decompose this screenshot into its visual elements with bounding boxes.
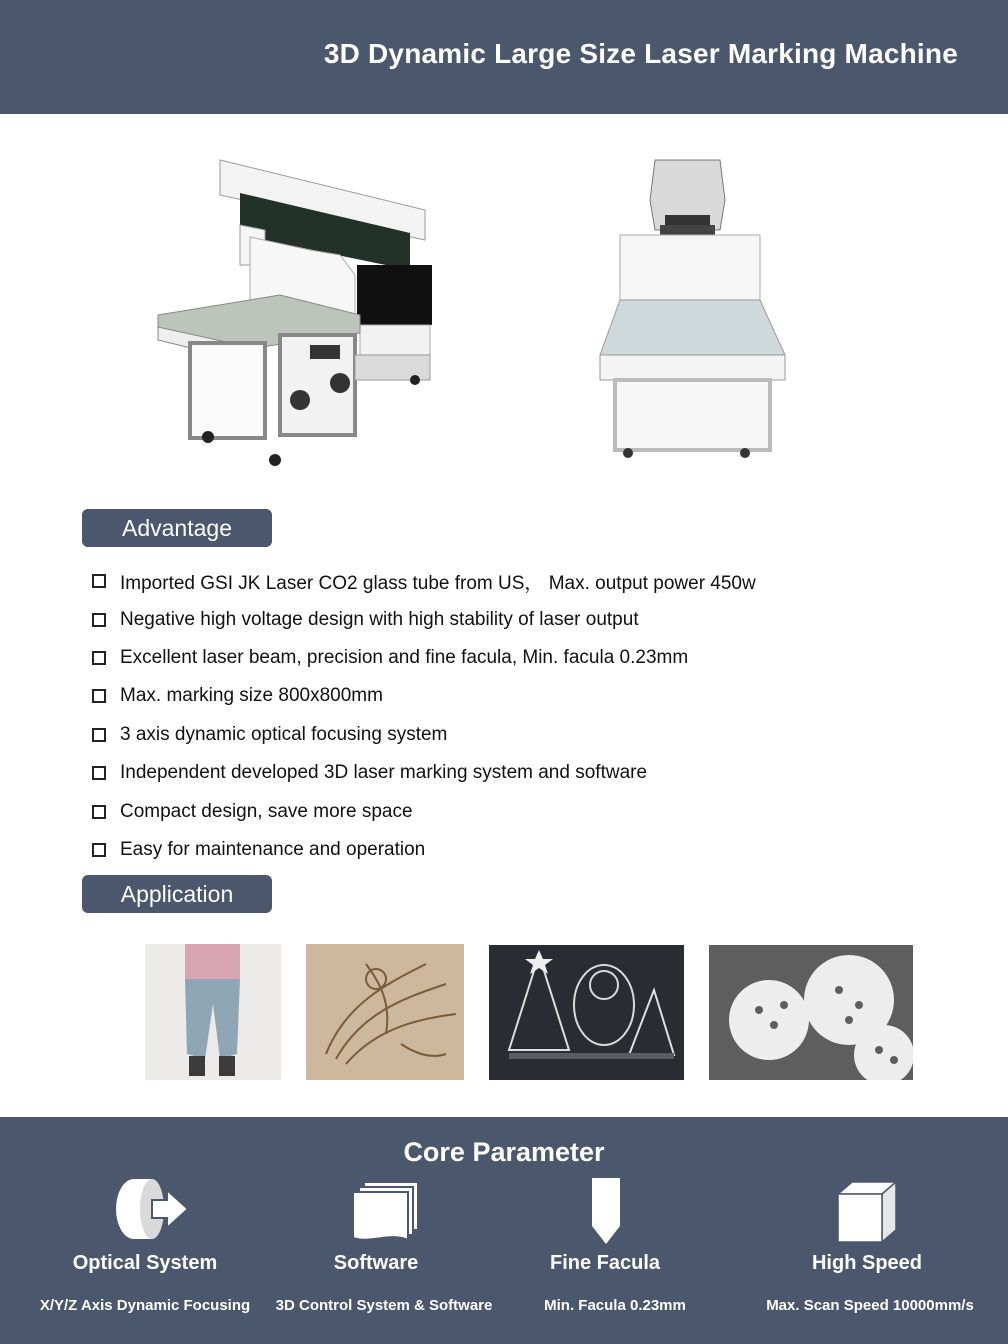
advantage-text: 3 axis dynamic optical focusing system bbox=[120, 723, 448, 745]
list-item bbox=[92, 562, 952, 600]
list-item bbox=[92, 639, 952, 677]
advantage-text: Imported GSI JK Laser CO2 glass tube from US， Max. output power 450w bbox=[120, 572, 756, 594]
param-desc-fine-facula: Min. Facula 0.23mm bbox=[544, 1297, 686, 1314]
advantage-text: Independent developed 3D laser marking system and software bbox=[120, 762, 648, 784]
checkbox-square-icon bbox=[92, 843, 106, 857]
advantage-list bbox=[92, 562, 952, 869]
core-parameter-title: Core Parameter bbox=[403, 1137, 605, 1167]
application-jeans-image bbox=[145, 944, 281, 1080]
checkbox-square-icon bbox=[92, 613, 106, 627]
param-name-optical-system: Optical System bbox=[72, 1252, 218, 1274]
optical-system-icon bbox=[112, 1178, 192, 1240]
page-header bbox=[0, 0, 1008, 114]
application-acrylic-christmas-image bbox=[489, 945, 684, 1080]
application-wood-engraving-image bbox=[306, 944, 464, 1080]
fine-facula-icon bbox=[590, 1178, 622, 1246]
application-paper-cut-image bbox=[709, 945, 913, 1080]
param-name-high-speed: High Speed bbox=[811, 1252, 922, 1274]
param-desc-optical-system: X/Y/Z Axis Dynamic Focusing bbox=[39, 1297, 251, 1314]
list-item bbox=[92, 792, 952, 830]
checkbox-square-icon bbox=[92, 651, 106, 665]
advantage-text: Max. marking size 800x800mm bbox=[120, 685, 383, 707]
list-item bbox=[92, 716, 952, 754]
param-name-software: Software bbox=[333, 1252, 419, 1274]
list-item bbox=[92, 831, 952, 869]
checkbox-square-icon bbox=[92, 728, 106, 742]
param-name-fine-facula: Fine Facula bbox=[549, 1252, 661, 1274]
list-item bbox=[92, 600, 952, 638]
list-item bbox=[92, 754, 952, 792]
checkbox-square-icon bbox=[92, 574, 106, 588]
machine-front-view-image bbox=[590, 155, 790, 465]
checkbox-square-icon bbox=[92, 689, 106, 703]
advantage-text: Easy for maintenance and operation bbox=[120, 838, 426, 860]
list-item bbox=[92, 677, 952, 715]
application-section-label: Application bbox=[82, 875, 272, 913]
advantage-text: Excellent laser beam, precision and fine facula, Min. facula 0.23mm bbox=[120, 646, 689, 668]
advantage-text: Negative high voltage design with high stability of laser output bbox=[120, 608, 639, 630]
high-speed-icon bbox=[834, 1180, 900, 1244]
param-desc-software: 3D Control System & Software bbox=[275, 1297, 493, 1314]
param-desc-high-speed: Max. Scan Speed 10000mm/s bbox=[766, 1297, 974, 1314]
software-icon bbox=[350, 1180, 422, 1244]
advantage-section-label: Advantage bbox=[82, 509, 272, 547]
machine-side-view-image bbox=[150, 155, 440, 470]
checkbox-square-icon bbox=[92, 766, 106, 780]
advantage-text: Compact design, save more space bbox=[120, 800, 413, 822]
checkbox-square-icon bbox=[92, 805, 106, 819]
page-title: 3D Dynamic Large Size Laser Marking Machine bbox=[323, 38, 958, 69]
